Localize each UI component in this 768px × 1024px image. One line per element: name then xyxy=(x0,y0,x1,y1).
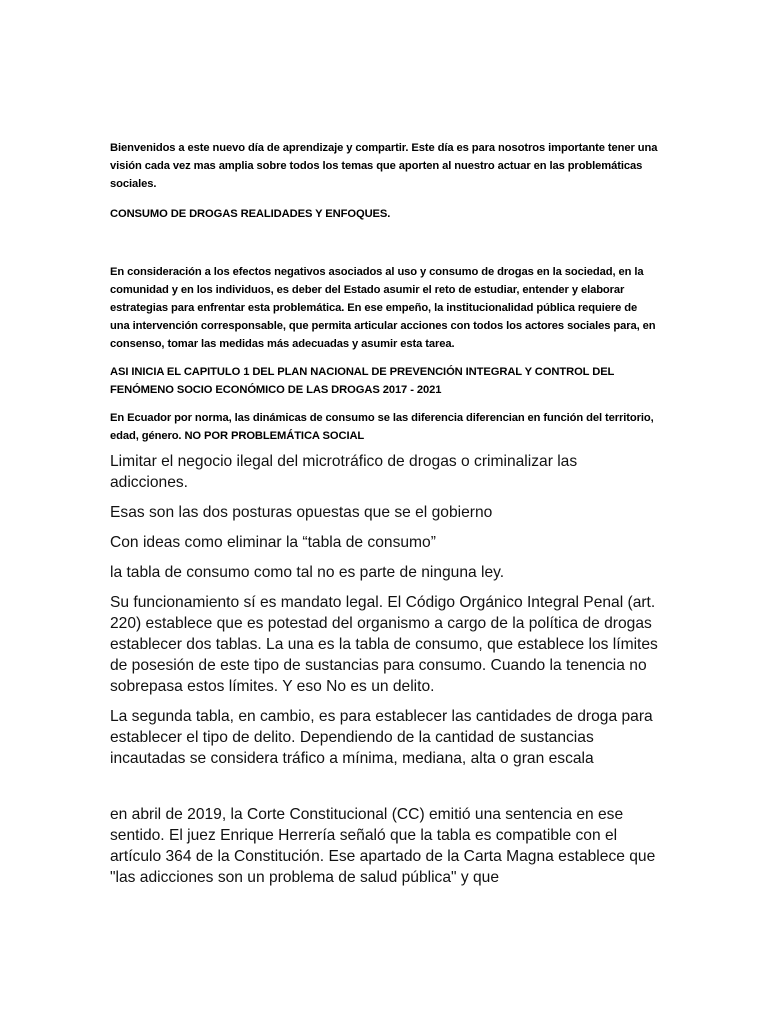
government-postures-line: Esas son las dos posturas opuestas que se el gobierno xyxy=(110,504,493,521)
plan-quote-paragraph: En consideración a los efectos negativos asociados al uso y consumo de drogas en la sociedad, en la comunidad y en los individuos, es deber del Estado asumir el reto de estudiar, entender y elaborar estrategias para enfrentar esta problemática. En ese empeño, la institucionalidad pública requiere de una intervención corresponsable, que permita articular acciones con todos los actores sociales para, en consenso, tomar las medidas más adecuadas y asumir esta tarea. xyxy=(110,266,656,350)
document-body xyxy=(110,139,658,888)
table-not-law-line: la tabla de consumo como tal no es parte de ninguna ley. xyxy=(110,564,505,581)
intro-paragraph: Bienvenidos a este nuevo día de aprendizaje y compartir. Este día es para nosotros importante tener una visión cada vez mas amplia sobre todos los temas que aporten al nuestro actuar en las problemáticas sociales. xyxy=(110,142,658,190)
constitutional-court-paragraph: en abril de 2019, la Corte Constitucional (CC) emitió una sentencia en ese sentido. El juez Enrique Herrería señaló que la tabla es compatible con el artículo 364 de la Constitución. Ese apartado de la Carta Magna establece que "las adicciones son un problema de salud pública" y que xyxy=(110,806,656,886)
second-table-paragraph: La segunda tabla, en cambio, es para establecer las cantidades de droga para establecer el tipo de delito. Dependiendo de la cantidad de sustancias incautadas se considera tráfico a mínima, mediana, alta o gran escala xyxy=(110,708,653,767)
ecuador-norm-paragraph: En Ecuador por norma, las dinámicas de consumo se las diferencia diferencian en función del territorio, edad, género. NO POR PROBLEMÁTICA SOCIAL xyxy=(110,412,654,442)
coip-paragraph: Su funcionamiento sí es mandato legal. El Código Orgánico Integral Penal (art. 220) establece que es potestad del organismo a cargo de la política de drogas establecer dos tablas. La una es la tabla de consumo, que establece los límites de posesión de este tipo de sustancias para consumo. Cuando la tenencia no sobrepasa estos límites. Y eso No es un delito. xyxy=(110,594,658,695)
eliminate-table-line: Con ideas como eliminar la “tabla de consumo” xyxy=(110,534,436,551)
section-heading: CONSUMO DE DROGAS REALIDADES Y ENFOQUES. xyxy=(110,208,391,220)
postures-paragraph: Limitar el negocio ilegal del microtráfico de drogas o criminalizar las adicciones. xyxy=(110,453,578,491)
chapter-note: ASI INICIA EL CAPITULO 1 DEL PLAN NACIONAL DE PREVENCIÓN INTEGRAL Y CONTROL DEL FENÓMENO SOCIO ECONÓMICO DE LAS DROGAS 2017 - 2021 xyxy=(110,366,615,396)
